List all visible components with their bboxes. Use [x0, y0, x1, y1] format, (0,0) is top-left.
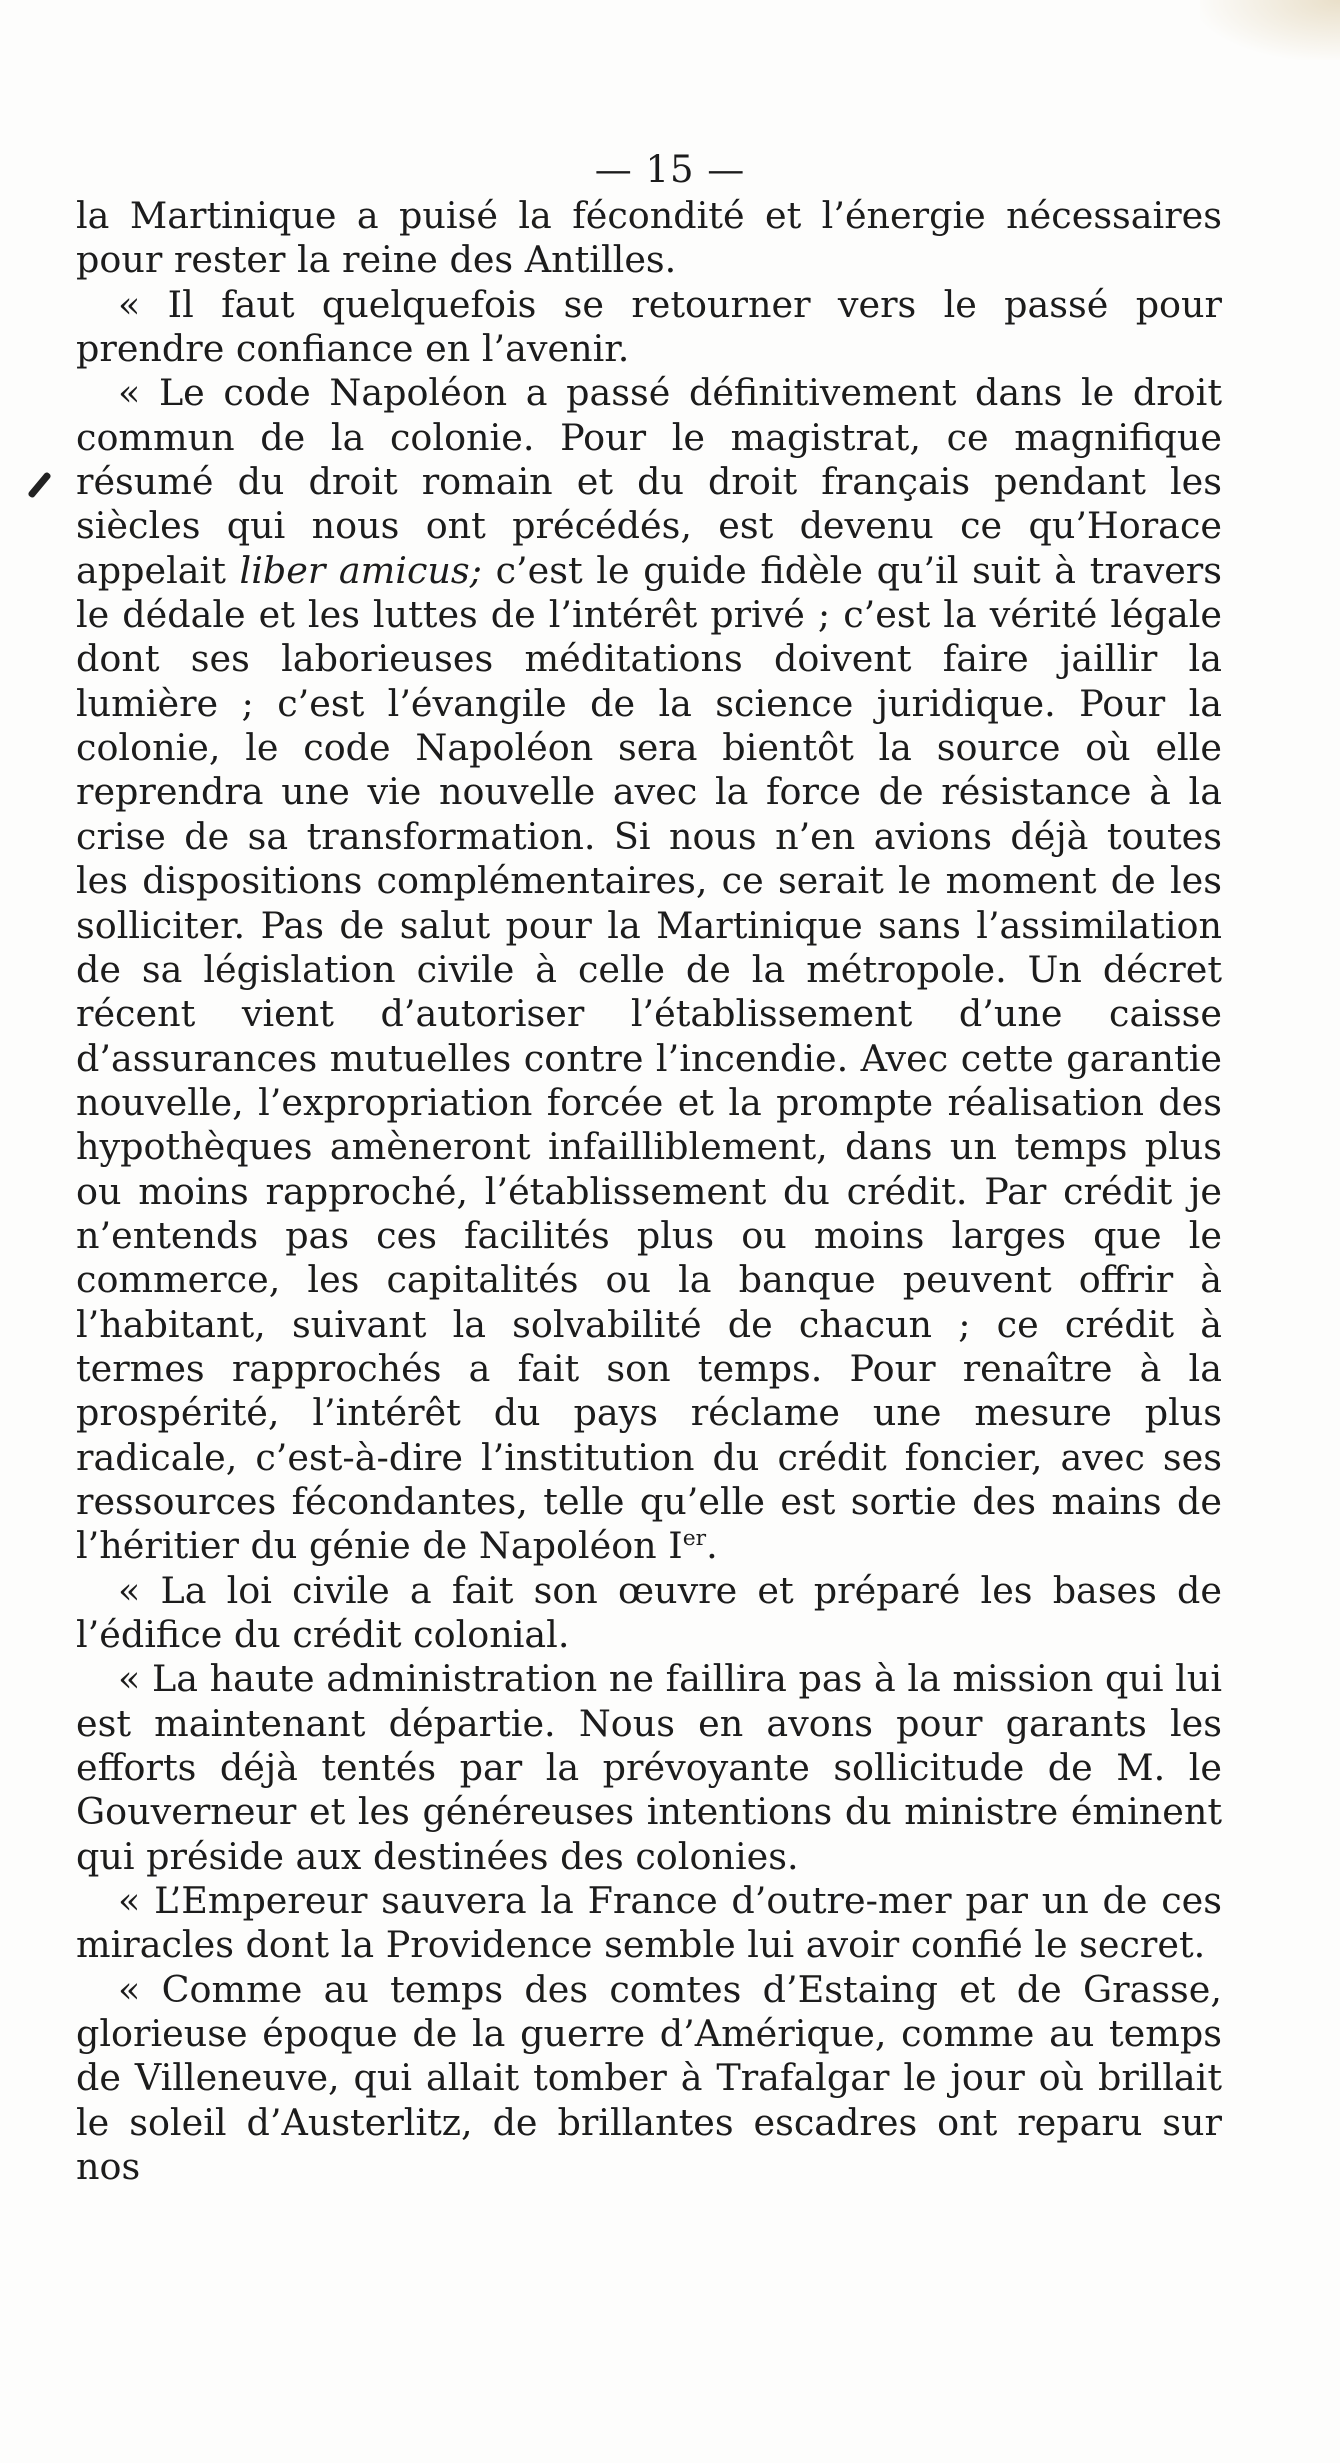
paragraph-6: « L’Empereur sauvera la France d’outre-mer par un de ces miracles dont la Providence semble lui avoir confié le secret.: [76, 1879, 1222, 1967]
latin-phrase: liber amicus;: [239, 548, 482, 592]
paragraph-4: « La loi civile a fait son œuvre et préparé les bases de l’édifice du crédit colonial.: [76, 1568, 1222, 1656]
paragraph-3-end: .: [706, 1524, 718, 1568]
body-text: [76, 194, 1222, 2189]
paragraph-3-part-a: « Le code Napoléon a passé définitivement dans le droit commun de la colonie. Pour le magistrat, ce magnifique résumé du droit romain et du droit français pendant les siècles qui nous ont précédés, est devenu ce qu’Horace appelait: [76, 371, 1222, 592]
paper-stain: [1200, 0, 1340, 60]
paragraph-3: [76, 371, 1222, 1568]
paragraph-1: la Martinique a puisé la fécondité et l’énergie nécessaires pour rester la reine des Antilles.: [76, 194, 1222, 282]
paragraph-7: « Comme au temps des comtes d’Estaing et de Grasse, glorieuse époque de la guerre d’Amérique, comme au temps de Villeneuve, qui allait tomber à Trafalgar le jour où brillait le soleil d’Austerlitz, de brillantes escadres ont reparu sur nos: [76, 1967, 1222, 2189]
ordinal-superscript: er: [682, 1526, 707, 1552]
page-number: — 15 —: [594, 148, 746, 191]
margin-ink-mark: [27, 471, 52, 498]
paragraph-3-part-b: c’est le guide fidèle qu’il suit à travers le dédale et les luttes de l’intérêt privé ; c’est la vérité légale dont ses laborieuses méditations doivent faire jaillir la lumière ; c’est l’évangile de la science juridique. Pour la colonie, le code Napoléon sera bientôt la source où elle reprendra une vie nouvelle avec la force de résistance à la crise de sa transformation. Si nous n’en avions déjà toutes les dispositions complémentaires, ce serait le moment de les solliciter. Pas de salut pour la Martinique sans l’assimilation de sa législation civile à celle de la métropole. Un décret récent vient d’autoriser l’établissement d’une caisse d’assurances mutuelles contre l’incendie. Avec cette garantie nouvelle, l’expropriation forcée et la prompte réalisation des hypothèques amèneront infailliblement, dans un temps plus ou moins rapproché, l’établissement du crédit. Par crédit je n’entends pas ces facilités plus ou moins larges que le commerce, les capitalités ou la banque peuvent offrir à l’habitant, suivant la solvabilité de chacun ; ce crédit à termes rapprochés a fait son temps. Pour renaître à la prospérité, l’intérêt du pays réclame une mesure plus radicale, c’est-à-dire l’institution du crédit foncier, avec ses ressources fécondantes, telle qu’elle est sortie des mains de l’héritier du génie de Napoléon I: [76, 548, 1222, 1568]
paragraph-2: « Il faut quelquefois se retourner vers le passé pour prendre confiance en l’avenir.: [76, 282, 1222, 371]
paragraph-5: « La haute administration ne faillira pas à la mission qui lui est maintenant départie. Nous en avons pour garants les efforts déjà tentés par la prévoyante sollicitude de M. le Gouverneur et les généreuses intentions du ministre éminent qui préside aux destinées des colonies.: [76, 1657, 1222, 1878]
